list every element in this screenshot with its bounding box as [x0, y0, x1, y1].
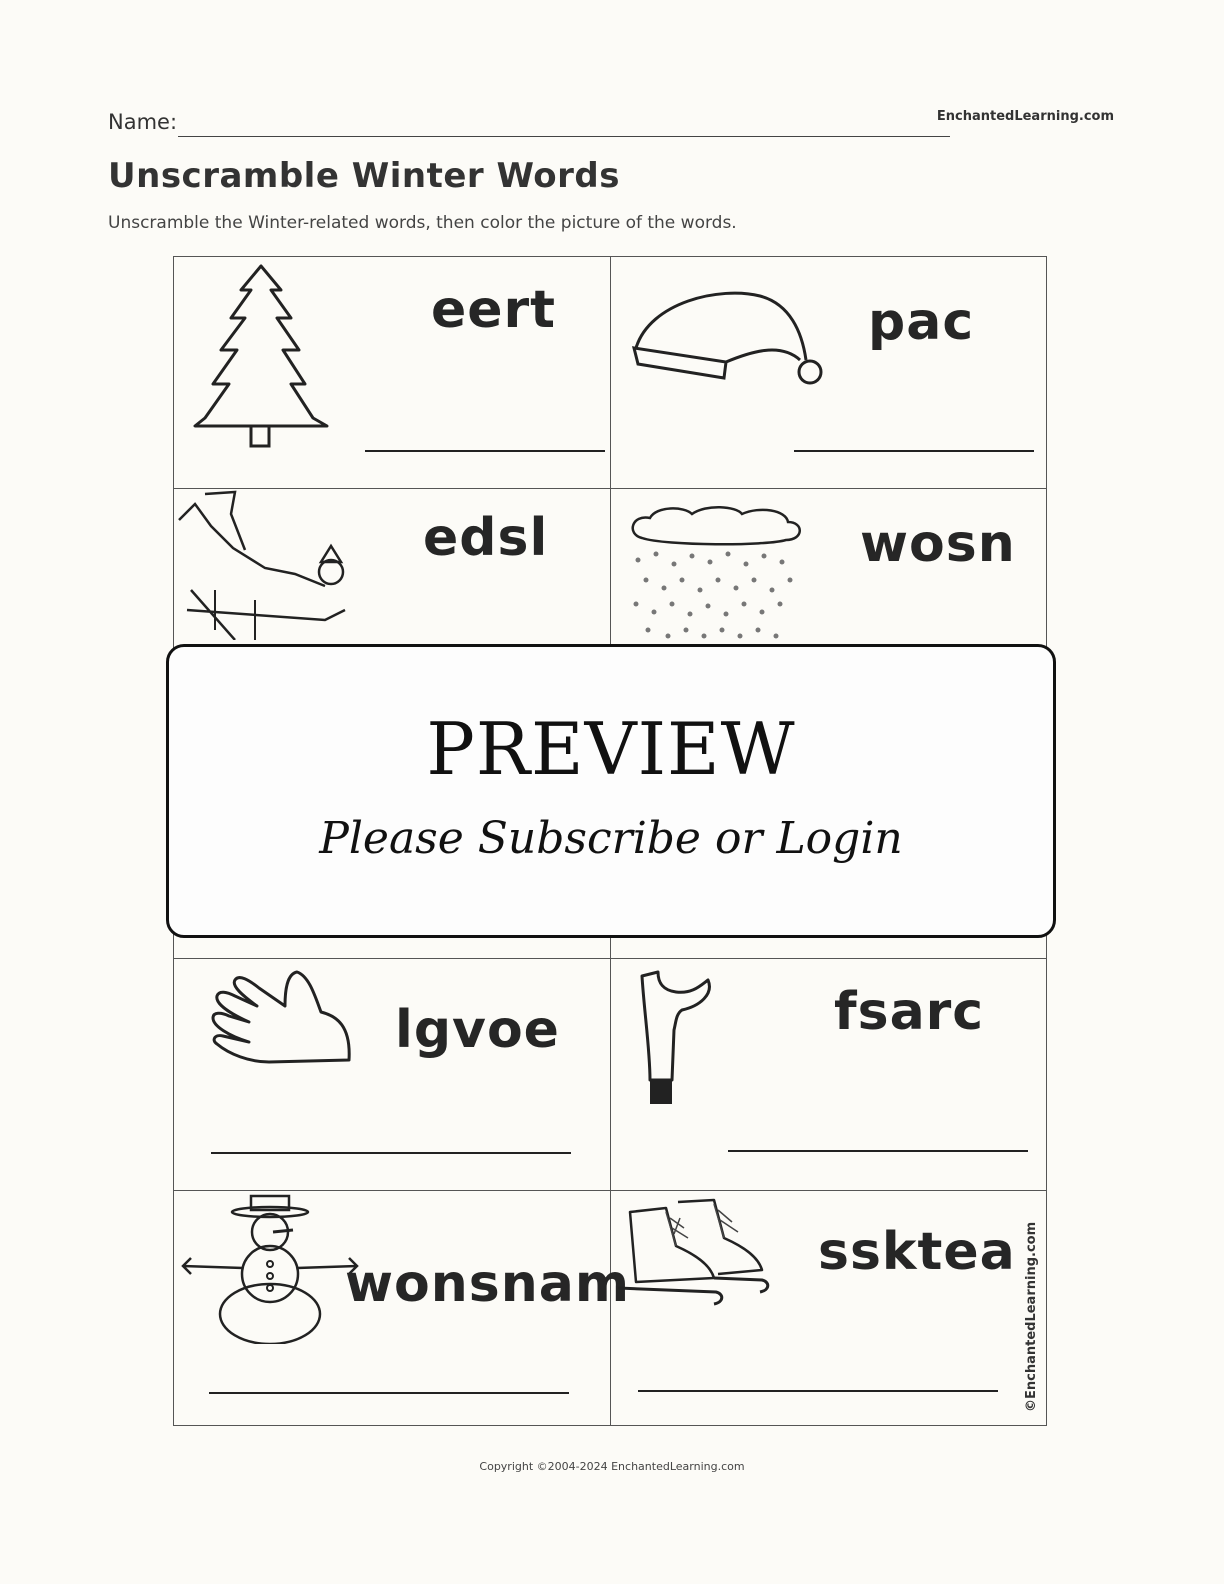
answer-line[interactable]	[209, 1392, 569, 1394]
page-title: Unscramble Winter Words	[108, 156, 621, 196]
puzzle-cell-5	[175, 960, 611, 1193]
puzzle-cell-1	[175, 258, 611, 491]
scrambled-word: wosn	[860, 514, 1016, 574]
preview-title: PREVIEW	[426, 707, 796, 791]
glove-icon	[209, 970, 359, 1070]
subscribe-login-link[interactable]: Please Subscribe or Login	[319, 813, 903, 864]
scrambled-word: pac	[868, 292, 975, 352]
vertical-credit: ©EnchantedLearning.com	[1024, 1221, 1039, 1412]
answer-line[interactable]	[728, 1150, 1028, 1152]
instructions: Unscramble the Winter-related words, then color the picture of the words.	[108, 213, 737, 233]
name-answer-line	[178, 136, 950, 137]
puzzle-cell-7	[175, 1192, 631, 1425]
copyright-footer: Copyright ©2004-2024 EnchantedLearning.com	[479, 1460, 745, 1473]
scrambled-word: lgvoe	[395, 1000, 560, 1060]
snowman-icon	[177, 1194, 363, 1344]
name-label: Name:	[108, 110, 178, 134]
skates-icon	[614, 1198, 778, 1318]
scrambled-word: eert	[431, 280, 557, 340]
site-brand[interactable]: EnchantedLearning.com	[936, 109, 1114, 124]
sled-icon	[175, 490, 355, 640]
scrambled-word: wonsnam	[345, 1254, 631, 1314]
puzzle-cell-6	[612, 960, 1048, 1193]
preview-overlay[interactable]	[166, 644, 1056, 938]
scrambled-word: fsarc	[834, 982, 985, 1042]
grid-divider-row-3	[173, 958, 1047, 959]
answer-line[interactable]	[211, 1152, 571, 1154]
scarf-icon	[636, 970, 726, 1110]
answer-line[interactable]	[365, 450, 605, 452]
cap-icon	[630, 282, 830, 392]
snow-cloud-icon	[626, 504, 806, 644]
answer-line[interactable]	[794, 450, 1034, 452]
puzzle-cell-8	[612, 1192, 1048, 1425]
scrambled-word: edsl	[423, 508, 549, 568]
tree-icon	[191, 264, 331, 450]
puzzle-cell-2	[612, 258, 1048, 491]
scrambled-word: ssktea	[818, 1222, 1016, 1282]
answer-line[interactable]	[638, 1390, 998, 1392]
